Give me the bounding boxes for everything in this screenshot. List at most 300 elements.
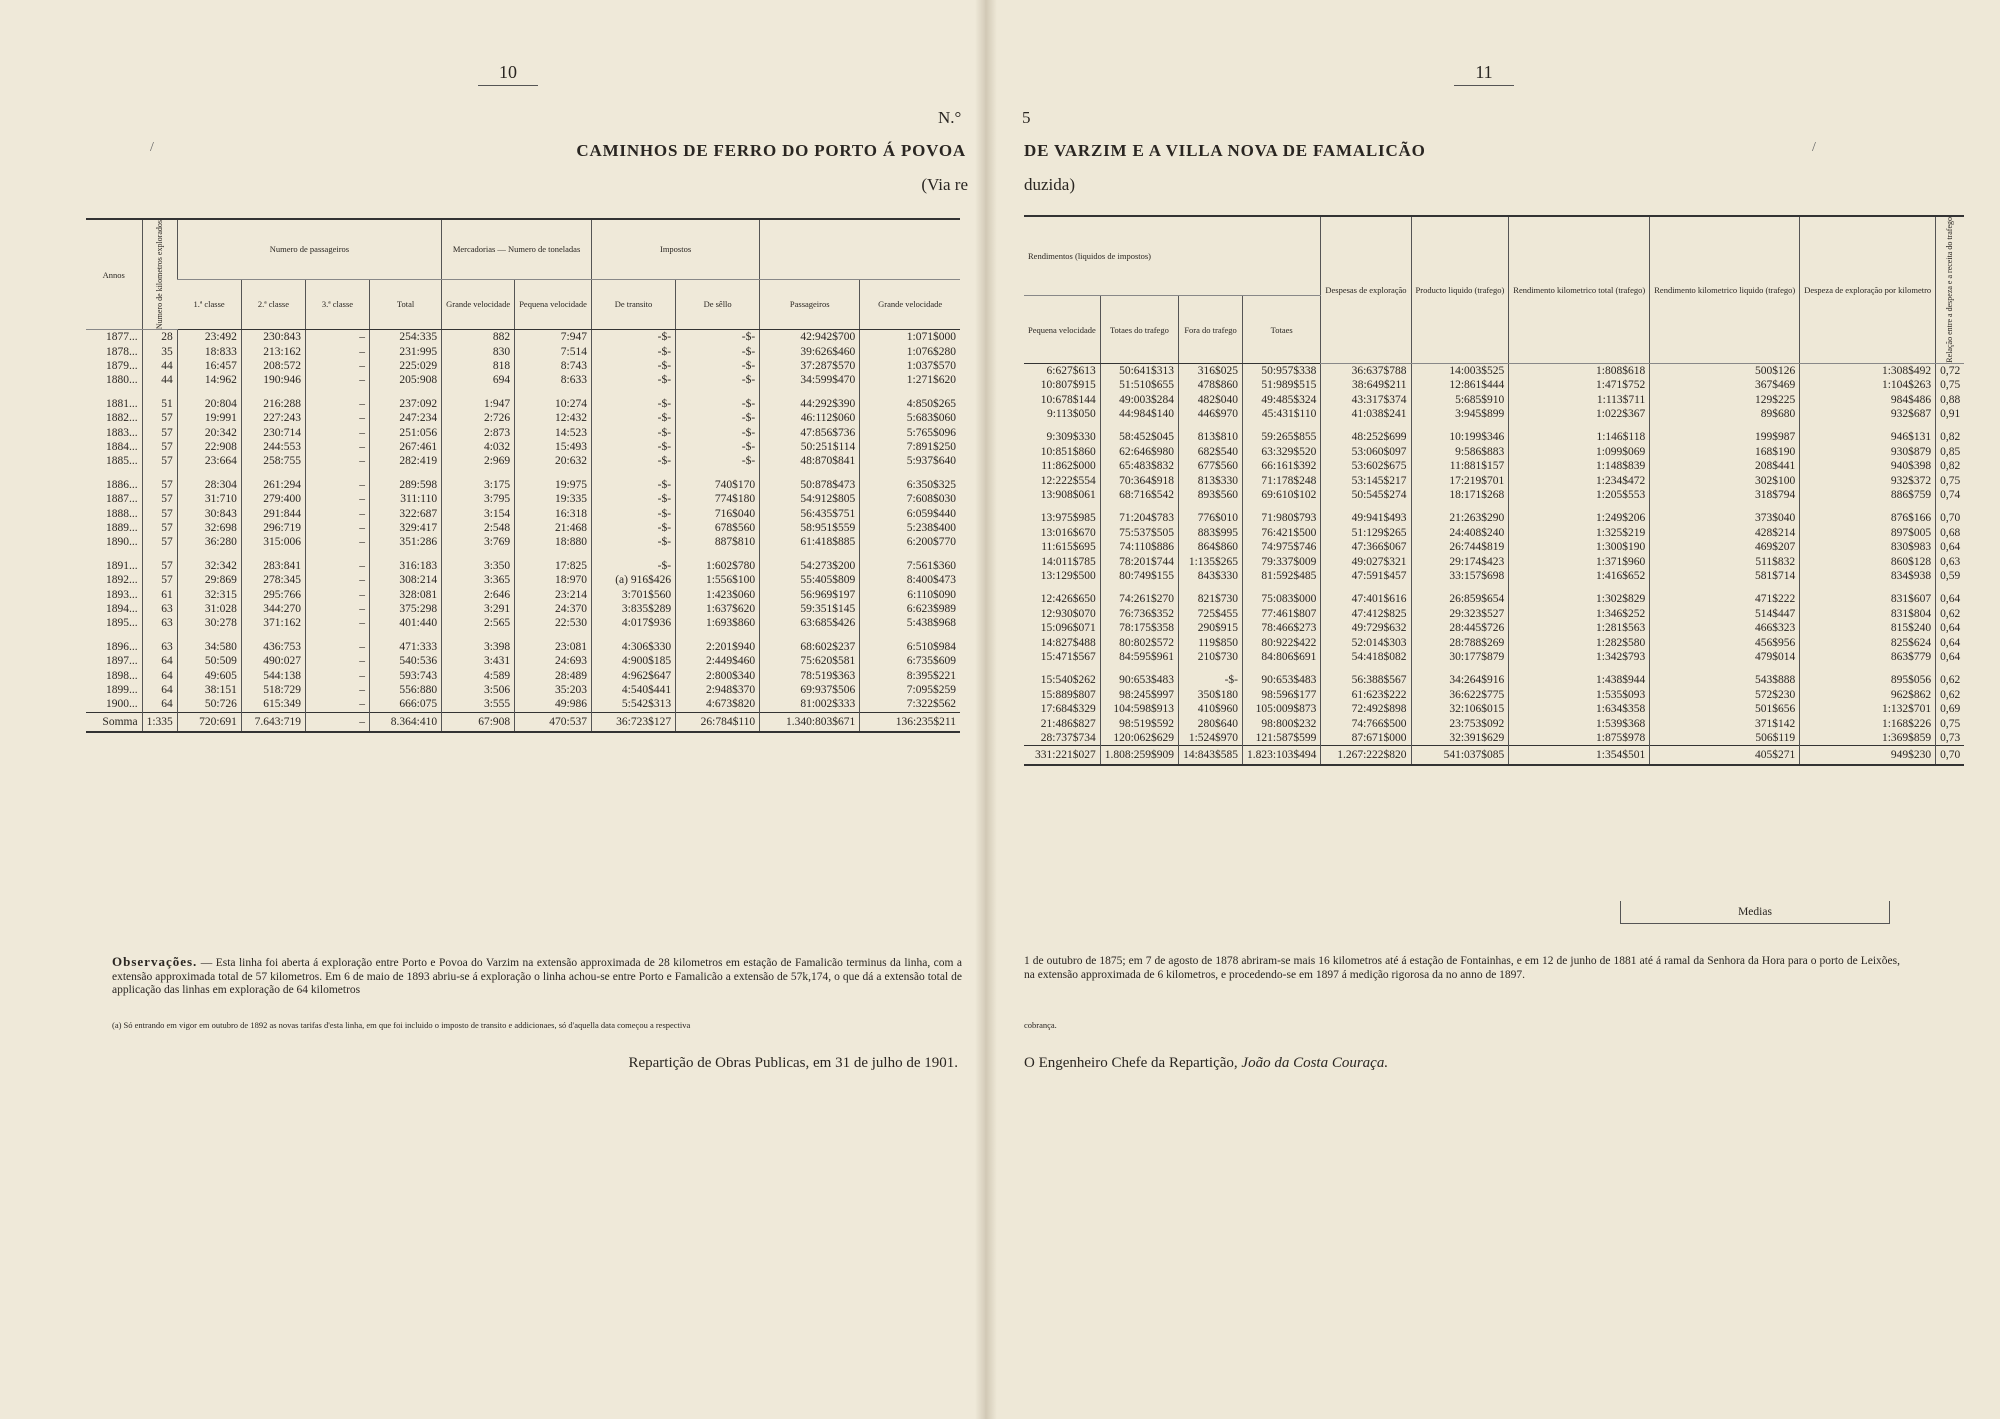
right-table-row [1024,488,1964,502]
table-cell: -$- [591,507,675,521]
col-header-km-text: Numero de kilometros explorados [154,220,164,330]
table-cell: 4:032 [442,440,515,454]
spacer-cell [370,550,442,559]
right-table-row [1024,555,1964,569]
averages-label: Medias [1620,901,1890,924]
table-cell: 1890... [105,536,138,549]
table-cell: 0,85 [1936,445,1965,459]
col-header-non-traffic: Fora do trafego [1179,296,1243,363]
col-header-traffic-totals: Totaes do trafego [1100,296,1178,363]
table-cell: 47:856$736 [760,426,860,440]
table-cell: – [305,640,369,654]
right-table-row [1024,511,1964,525]
table-cell: 2:646 [442,588,515,602]
table-cell: 57 [142,559,177,573]
right-table-row [1024,393,1964,407]
subtitle-left: (Via re [921,175,968,194]
spacer-cell [1100,502,1178,511]
col-header-class1: 1.ª classe [177,279,241,330]
table-cell: 13:975$985 [1040,512,1096,525]
table-cell: 28:304 [177,478,241,492]
table-cell: 84:595$961 [1100,650,1178,664]
sum-cell: 949$230 [1800,746,1936,766]
table-cell: 11:615$695 [1041,541,1096,554]
table-cell: 344:270 [241,602,305,616]
left-table-row [86,654,960,668]
col-header-km-yield-total: Rendimento kilometrico total (trafego) [1509,216,1650,363]
table-cell: 593:743 [370,669,442,683]
table-cell: 44:984$140 [1100,407,1178,421]
table-cell: – [305,426,369,440]
sum-cell: 1.267:222$820 [1321,746,1411,766]
spacer-cell [1411,421,1509,430]
table-cell: 9:586$883 [1411,445,1509,459]
right-table-row [1024,688,1964,702]
table-cell: 81:002$333 [760,697,860,712]
table-cell: 876$166 [1800,511,1936,525]
table-cell: 18:880 [515,535,592,549]
table-cell: -$- [591,373,675,387]
col-header-net-product: Producto liquido (trafego) [1411,216,1509,363]
table-cell: 371:162 [241,616,305,630]
spacer-cell [676,469,760,478]
table-cell: 74:261$270 [1100,592,1178,606]
table-cell: 44 [142,359,177,373]
table-cell: 75:537$505 [1100,526,1178,540]
table-cell: – [305,697,369,712]
table-cell: 2:449$460 [676,654,760,668]
spacer-cell [1936,583,1965,592]
statistics-table-left [86,218,960,733]
sum-cell: 136:235$211 [860,712,960,732]
table-cell: -$- [591,397,675,411]
col-header-stamp: De sêllo [676,279,760,330]
table-cell: -$- [676,411,760,425]
table-cell: 49:729$632 [1321,621,1411,635]
table-cell: 33:157$698 [1411,569,1509,583]
table-cell: 1:113$711 [1509,393,1650,407]
table-cell: 295:766 [241,588,305,602]
spacer-cell [442,469,515,478]
table-cell: 1:302$829 [1509,592,1650,606]
table-cell: 30:843 [177,507,241,521]
spacer-cell [86,550,142,559]
table-cell: 74:110$886 [1100,540,1178,554]
spacer-cell [142,469,177,478]
table-cell: 57 [142,521,177,535]
spacer-cell [305,388,369,397]
table-cell: 50:726 [177,697,241,712]
table-cell: 61 [142,588,177,602]
table-cell: 53:145$217 [1321,474,1411,488]
col-header-revenue-continued [760,219,960,279]
right-table-row [1024,636,1964,650]
statistics-table-right [1024,215,1964,766]
table-cell: 466$323 [1650,621,1800,635]
spacer-cell [515,631,592,640]
table-cell: 375:298 [370,602,442,616]
table-cell: 24:693 [515,654,592,668]
table-cell: 71:980$793 [1243,511,1321,525]
table-cell: – [305,507,369,521]
table-cell: 10:807$915 [1040,379,1096,392]
observations-left-text: — Esta linha foi aberta á exploração entre Porto e Povoa do Varzim na extensão approximada de 28 kilometros em estação de Famalicão terminus da linha, com a extensão approximada total de 57 kilometros. Em 6 de maio de 1893 abriu-se á exploração o linha achou-se entre Porto e Famalicão a extensão de 57k,174, o que dá a extensão total de applicação das linhas em exploração de 64 kilometros [112,957,962,996]
table-cell: 0,64 [1936,650,1965,664]
table-cell: 0,64 [1936,621,1965,635]
table-cell: 10:851$860 [1040,445,1096,458]
table-cell: 864$860 [1179,540,1243,554]
table-cell: 26:744$819 [1411,540,1509,554]
table-cell: 694 [442,373,515,387]
table-cell: 69:610$102 [1243,488,1321,502]
table-cell: 1:146$118 [1509,430,1650,444]
spacer-cell [676,631,760,640]
table-cell: 208:572 [241,359,305,373]
table-cell: 946$131 [1800,430,1936,444]
table-cell: 129$225 [1650,393,1800,407]
table-cell: 882 [442,330,515,345]
table-cell: – [305,359,369,373]
table-cell: 5:683$060 [860,411,960,425]
table-cell: 12:861$444 [1411,378,1509,392]
table-cell: 893$560 [1179,488,1243,502]
observations-left [112,955,962,998]
table-cell: -$- [591,521,675,535]
table-cell: -$- [591,440,675,454]
table-cell: 1879... [105,359,138,372]
right-table-row [1024,474,1964,488]
spacer-cell [591,631,675,640]
table-cell: 4:900$185 [591,654,675,668]
spacer-row [86,388,960,397]
table-cell: 482$040 [1179,393,1243,407]
spacer-cell [1024,583,1100,592]
left-table-row [86,507,960,521]
table-cell: 258:755 [241,454,305,468]
table-cell: 815$240 [1800,621,1936,635]
sum-cell: 1.808:259$909 [1100,746,1178,766]
table-cell: 20:804 [177,397,241,411]
table-cell: 36:637$788 [1321,363,1411,378]
left-table-row [86,602,960,616]
table-cell: 8:400$473 [860,573,960,587]
table-cell: 1887... [105,493,138,506]
col-header-total: Total [370,279,442,330]
table-cell: 1:132$701 [1800,702,1936,716]
table-cell: 51:989$515 [1243,378,1321,392]
table-cell: 21:263$290 [1411,511,1509,525]
table-cell: -$- [591,411,675,425]
sum-cell: 1.823:103$494 [1243,746,1321,766]
table-cell: 0,62 [1936,673,1965,687]
table-cell: 18:970 [515,573,592,587]
table-cell: 64 [142,669,177,683]
table-cell: 23:214 [515,588,592,602]
table-cell: 63:685$426 [760,616,860,630]
table-cell: 50:957$338 [1243,363,1321,378]
left-table-row [86,588,960,602]
table-cell: -$- [591,478,675,492]
col-header-low-speed: Pequena velocidade [1024,296,1100,363]
table-cell: -$- [591,330,675,345]
table-cell: 34:580 [177,640,241,654]
col-header-revenues: Rendimentos (liquidos de impostos) [1024,216,1321,296]
table-cell: 254:335 [370,330,442,345]
table-cell: 279:400 [241,492,305,506]
table-cell: – [305,602,369,616]
spacer-cell [1100,583,1178,592]
table-cell: 479$014 [1650,650,1800,664]
right-table-row [1024,731,1964,746]
right-table-row [1024,459,1964,473]
table-cell: 514$447 [1650,607,1800,621]
table-cell: 21:468 [515,521,592,535]
table-cell: – [305,345,369,359]
table-cell: 7:095$259 [860,683,960,697]
table-cell: 1892... [105,574,138,587]
col-header-transit: De transito [591,279,675,330]
table-cell: 350$180 [1179,688,1243,702]
table-cell: 4:673$820 [676,697,760,712]
col-header-km-yield-net: Rendimento kilometrico liquido (trafego) [1650,216,1800,363]
table-cell: 36:622$775 [1411,688,1509,702]
spacer-cell [1936,421,1965,430]
table-cell: 190:946 [241,373,305,387]
table-cell: 1896... [105,640,138,653]
table-cell: 14:962 [177,373,241,387]
table-cell: 316:183 [370,559,442,573]
title-right: DE VARZIM E A VILLA NOVA DE FAMALICÃO [1024,141,1426,160]
table-cell: 1:099$069 [1509,445,1650,459]
spacer-cell [676,388,760,397]
table-cell: 57 [142,573,177,587]
left-table-row [86,426,960,440]
table-cell: 49:003$284 [1100,393,1178,407]
table-cell: 329:417 [370,521,442,535]
table-cell: 44:292$390 [760,397,860,411]
table-cell: 428$214 [1650,526,1800,540]
right-table-row [1024,378,1964,392]
table-cell: 5:438$968 [860,616,960,630]
left-table-row [86,478,960,492]
table-cell: 34:264$916 [1411,673,1509,687]
table-cell: 7:561$360 [860,559,960,573]
spacer-cell [370,469,442,478]
table-cell: 26:859$654 [1411,592,1509,606]
table-number-right: 5 [1022,108,1031,127]
table-cell: -$- [676,330,760,345]
table-cell: 47:401$616 [1321,592,1411,606]
table-cell: -$- [676,454,760,468]
spacer-cell [1650,583,1800,592]
right-table-row [1024,673,1964,687]
spacer-cell [241,631,305,640]
table-cell: 98:519$592 [1100,717,1178,731]
table-cell: 49:027$321 [1321,555,1411,569]
table-cell: 1:535$093 [1509,688,1650,702]
table-cell: 4:962$647 [591,669,675,683]
left-table-row [86,397,960,411]
table-cell: 7:608$030 [860,492,960,506]
spacer-cell [142,550,177,559]
table-cell: 556:880 [370,683,442,697]
table-cell: 24:370 [515,602,592,616]
sum-cell: 541:037$085 [1411,746,1509,766]
spacer-cell [142,388,177,397]
table-cell: 29:174$423 [1411,555,1509,569]
table-cell: – [305,535,369,549]
table-cell: 52:014$303 [1321,636,1411,650]
table-cell: 5:238$400 [860,521,960,535]
table-cell: 3:506 [442,683,515,697]
table-cell: 208$441 [1650,459,1800,473]
table-cell: 1:022$367 [1509,407,1650,421]
table-cell: 50:545$274 [1321,488,1411,502]
table-cell: 13:908$061 [1040,488,1096,501]
table-cell: 51:510$655 [1100,378,1178,392]
left-table-row [86,440,960,454]
table-cell: -$- [676,440,760,454]
table-cell: 39:626$460 [760,345,860,359]
table-cell: 216:288 [241,397,305,411]
table-cell: 1899... [105,684,138,697]
table-cell: 1889... [105,521,138,534]
table-cell: 0,64 [1936,592,1965,606]
table-cell: 28 [142,330,177,345]
table-cell: 231:995 [370,345,442,359]
table-cell: 5:765$096 [860,426,960,440]
table-cell: 725$455 [1179,607,1243,621]
table-cell: 57 [142,492,177,506]
table-cell: 29:869 [177,573,241,587]
table-cell: 886$759 [1800,488,1936,502]
col-header-ratio-text: Relação entre a despeza e a receita do trafego [1945,217,1955,363]
book-gutter [975,0,997,1419]
spacer-cell [1411,664,1509,673]
table-cell: 367$469 [1650,378,1800,392]
table-cell: 28:489 [515,669,592,683]
col-header-class2: 2.ª classe [241,279,305,330]
spacer-cell [1509,664,1650,673]
table-cell: 72:492$898 [1321,702,1411,716]
spacer-cell [591,469,675,478]
table-cell: 1884... [105,440,138,453]
table-cell: 1:205$553 [1509,488,1650,502]
table-cell: 19:335 [515,492,592,506]
table-cell: 47:412$825 [1321,607,1411,621]
table-cell: 1891... [105,559,138,572]
table-cell: 821$730 [1179,592,1243,606]
sum-cell: – [305,712,369,732]
table-cell: 410$960 [1179,702,1243,716]
table-cell: 883$995 [1179,526,1243,540]
table-cell: 12:432 [515,411,592,425]
table-cell: 5:937$640 [860,454,960,468]
table-cell: -$- [1179,673,1243,687]
table-cell: 15:540$262 [1040,674,1096,687]
table-cell: 1:369$859 [1800,731,1936,746]
table-cell: 12:426$650 [1040,593,1096,606]
table-cell: 0,73 [1936,731,1965,746]
table-cell: 57 [142,440,177,454]
table-cell: – [305,588,369,602]
left-table-row [86,535,960,549]
spacer-cell [1800,664,1936,673]
table-cell: 278:345 [241,573,305,587]
spacer-cell [676,550,760,559]
observations-label: Observações. [112,954,198,969]
table-cell: 63 [142,616,177,630]
table-cell: 84:806$691 [1243,650,1321,664]
table-cell: 49:986 [515,697,592,712]
table-cell: 0,68 [1936,526,1965,540]
spacer-cell [1650,664,1800,673]
table-cell: 2:948$370 [676,683,760,697]
left-table-row [86,411,960,425]
table-cell: 9:309$330 [1046,431,1096,444]
table-cell: 34:599$470 [760,373,860,387]
table-cell: 9:113$050 [1046,407,1096,420]
table-cell: 43:317$374 [1321,393,1411,407]
spacer-cell [760,388,860,397]
table-cell: 1:168$226 [1800,717,1936,731]
table-cell: 316$025 [1179,363,1243,378]
table-cell: 930$879 [1800,445,1936,459]
table-cell: 64 [142,697,177,712]
table-cell: 572$230 [1650,688,1800,702]
table-cell: 68:716$542 [1100,488,1178,502]
table-cell: 32:315 [177,588,241,602]
table-cell: 63:329$520 [1243,445,1321,459]
pencil-mark: / [1812,140,1816,155]
spacer-cell [370,631,442,640]
col-header-class3: 3.ª classe [305,279,369,330]
spacer-cell [177,631,241,640]
table-cell: 18:171$268 [1411,488,1509,502]
table-cell: 87:671$000 [1321,731,1411,746]
sum-cell: 8.364:410 [370,712,442,732]
table-cell: 1886... [105,478,138,491]
table-cell: 80:922$422 [1243,636,1321,650]
table-cell: 813$330 [1179,474,1243,488]
left-table-row [86,492,960,506]
table-cell: 80:802$572 [1100,636,1178,650]
table-cell: 2:726 [442,411,515,425]
table-cell: 0,75 [1936,717,1965,731]
left-table-row [86,373,960,387]
table-cell: 65:483$832 [1100,459,1178,473]
table-cell: 6:200$770 [860,535,960,549]
sum-cell: Somma [86,712,142,732]
col-header-high-speed: Grande velocidade [442,279,515,330]
left-table-row [86,640,960,654]
table-cell: 35:203 [515,683,592,697]
spacer-cell [591,550,675,559]
spacer-cell [305,631,369,640]
table-cell: 55:405$809 [760,573,860,587]
left-page-number: 10 [478,62,538,86]
spacer-cell [1800,421,1936,430]
spacer-cell [1243,421,1321,430]
table-cell: 36:280 [177,535,241,549]
table-cell: 50:509 [177,654,241,668]
sum-cell: 0,70 [1936,746,1965,766]
spacer-cell [515,388,592,397]
table-cell: 1:524$970 [1179,731,1243,746]
spacer-row [1024,502,1964,511]
spacer-cell [86,631,142,640]
right-table-row [1024,526,1964,540]
